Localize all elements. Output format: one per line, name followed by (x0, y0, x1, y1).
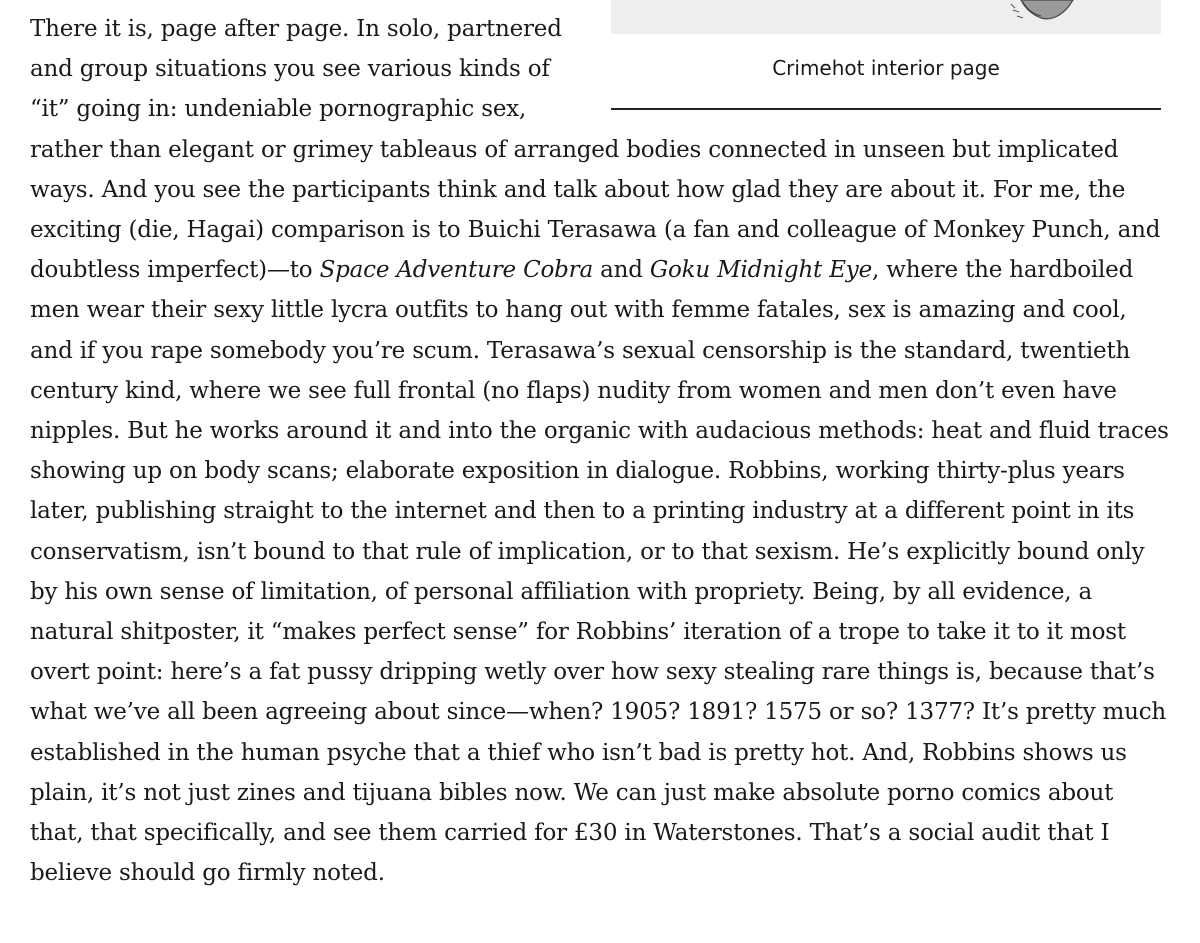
figure-divider (611, 108, 1161, 110)
title-space-adventure-cobra: Space Adventure Cobra (319, 257, 593, 284)
paragraph-text: , where the hardboiled men wear their sexy little lycra outfits to hang out with femme fatales, sex is amazing and cool, and if you rape somebody you’re scum. Terasawa’s sexual censorship is the standard, twentieth century kind, where we see full frontal (no flaps) nudity from women and men don’t even have nipples. But he works around it and into the organic with audacious methods: heat and fluid traces showing up on body scans; elaborate exposition in dialogue. Robbins, working thirty-plus years later, publishing straight to the internet and then to a printing industry at a different point in its conservatism, isn’t bound to that rule of implication, or to that sexism. He’s explicitly bound only by his own sense of limitation, of personal affiliation with propriety. Being, by all evidence, a natural shitposter, it “makes perfect sense” for Robbins’ iteration of a trope to take it to it most overt point: here’s a fat pussy dripping wetly over how sexy stealing rare things is, because that’s what we’ve all been agreeing about since—when? 1905? 1891? 1575 or so? 1377? It’s pretty much established in the human psyche that a thief who isn’t bad is pretty hot. And, Robbins shows us plain, it’s not just zines and tijuana bibles now. We can just make absolute porno comics about that, that specifically, and see them carried for £30 in Waterstones. That’s a social audit that I believe should go firmly noted. (30, 257, 1169, 887)
paragraph-text: and (592, 257, 650, 284)
paragraph-text: There it is, page after page. In solo, partnered and group situations you see various kinds of “it” going in: undeniable pornographic sex, rather than elegant or grimey tableaus of arranged bodies connected in unseen but implicated ways. And you see the participants think and talk about how glad they are about it. For me, the exciting (die, Hagai) comparison is to Buichi Terasawa (a fan and colleague of Monkey Punch, and doubtless imperfect)—to (30, 16, 1161, 284)
figure-image[interactable] (611, 0, 1161, 34)
article-paragraph (30, 9, 1170, 893)
figure (611, 0, 1161, 110)
figure-caption: Crimehot interior page (772, 56, 1000, 80)
title-goku-midnight-eye: Goku Midnight Eye (649, 257, 873, 284)
article-body (30, 9, 1170, 893)
comic-art-fragment (1001, 0, 1091, 34)
